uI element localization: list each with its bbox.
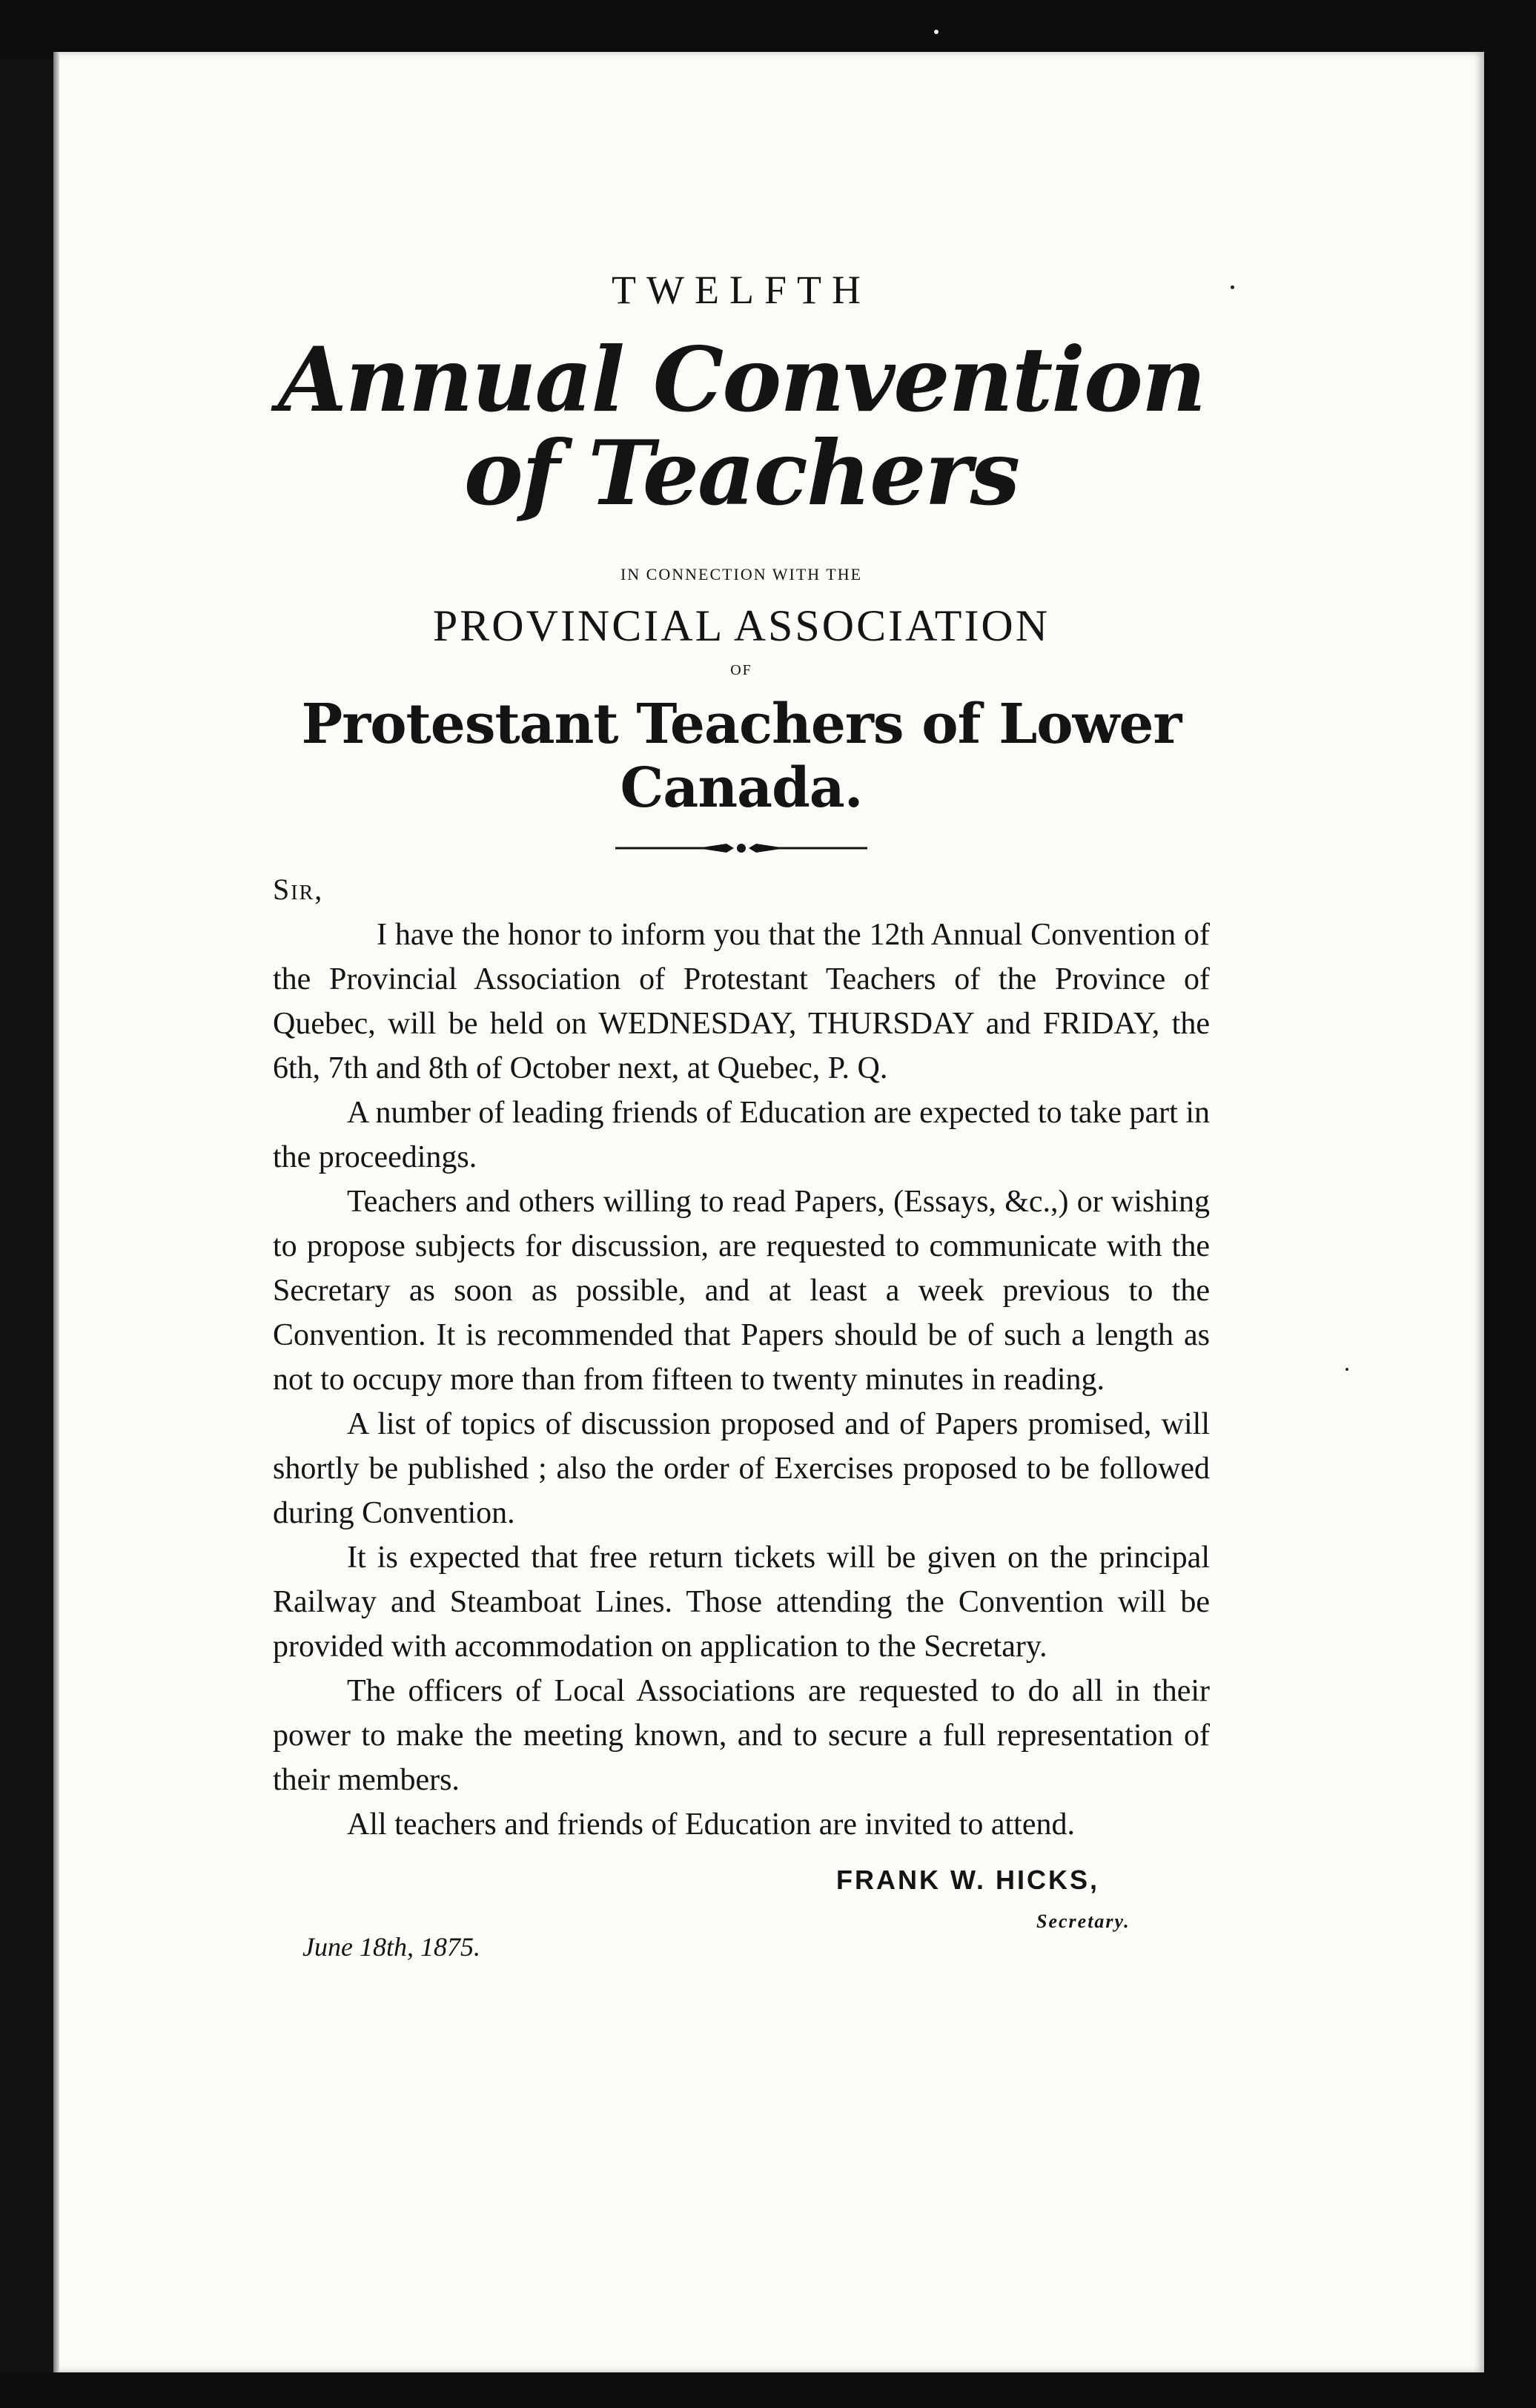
scan-border-right	[1484, 0, 1536, 2408]
connection-line: IN CONNECTION WITH THE	[620, 565, 863, 583]
ordinal-heading: TWELFTH	[612, 268, 871, 312]
scan-border-top	[0, 0, 1536, 59]
signature-title: Secretary.	[1036, 1911, 1131, 1932]
page-binding-edge	[53, 52, 59, 2372]
letter-paragraph-1: I have the honor to inform you that the 12th Annual Convention of the Provincial Association of Protestant Teachers of the Province of Quebec, will be held on WEDNESDAY, THURSDAY and FRIDAY, the 6th, 7th and 8th of October next, at Quebec, P. Q.	[273, 918, 1210, 1085]
letter-paragraph-3: Teachers and others willing to read Papers, (Essays, &c.,) or wishing to propose subjects for discussion, are requested to communicate with the Secretary as soon as possible, and at least a week previous to the Convention. It is recommended that Papers should be of such a length as not to occupy more than from fifteen to twenty minutes in reading.	[273, 1185, 1210, 1397]
of-line: OF	[730, 662, 752, 678]
letter-date: June 18th, 1875.	[302, 1932, 480, 1962]
scan-border-bottom	[0, 2372, 1536, 2408]
letter-paragraph-7: All teachers and friends of Education are invited to attend.	[347, 1807, 1075, 1842]
association-heading: PROVINCIAL ASSOCIATION	[432, 601, 1050, 650]
scan-speck	[1345, 1368, 1348, 1371]
ornamental-rule-icon	[615, 841, 867, 856]
letter-paragraph-4: A list of topics of discussion proposed and of Papers promised, will shortly be published ; also the order of Exercises proposed to be followed during Convention.	[273, 1407, 1210, 1530]
salutation: Sir,	[273, 873, 324, 906]
letter-paragraph-6: The officers of Local Associations are requested to do all in their power to make the meeting known, and to secure a full representation of their members.	[273, 1674, 1210, 1797]
letter-paragraph-5: It is expected that free return tickets will be given on the principal Railway and Steamboat Lines. Those attending the Convention will be provided with accommodation on application to the Secretary.	[273, 1541, 1210, 1664]
letter-paragraph-2: A number of leading friends of Education are expected to take part in the proceedings.	[273, 1096, 1210, 1174]
scan-speck	[934, 30, 939, 34]
circular-letter	[273, 222, 1210, 1983]
ornamental-rule	[273, 841, 1210, 856]
scan-speck	[1231, 285, 1234, 289]
organization-heading: Protestant Teachers of Lower Canada.	[301, 692, 1182, 820]
convention-title: Annual Convention of Teachers	[277, 328, 1205, 526]
signature-block	[273, 1865, 1210, 1983]
signature-name: FRANK W. HICKS,	[836, 1865, 1099, 1895]
